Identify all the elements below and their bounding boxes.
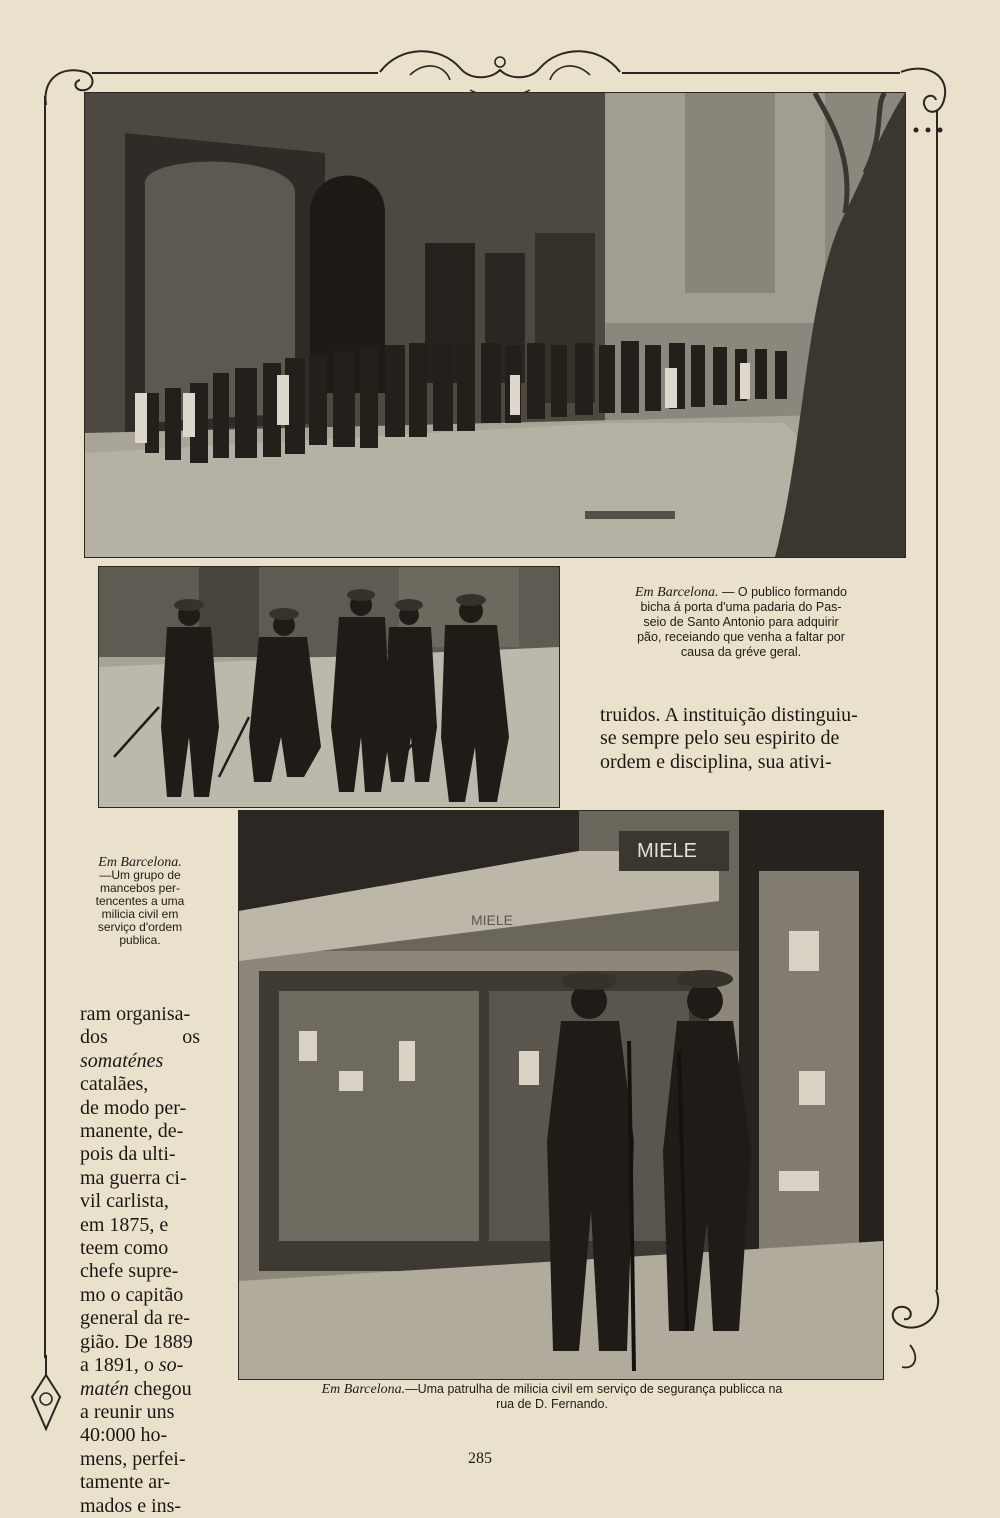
bottom-right-ornament bbox=[880, 1285, 950, 1375]
body-left-line-11: chefe supre- bbox=[80, 1260, 179, 1283]
caption-bakery-queue-line-5: causa da gréve geral. bbox=[680, 645, 802, 659]
photo-militia-group bbox=[98, 566, 560, 808]
body-right-line-3: ordem e disciplina, sua ativi- bbox=[600, 750, 832, 773]
body-left-line-14: gião. De 1889 bbox=[80, 1330, 193, 1353]
caption-militia-group-line-3: tencentes a uma bbox=[95, 894, 185, 908]
body-right-line-2: se sempre pelo seu espirito de bbox=[600, 727, 840, 750]
photo-militia-patrol bbox=[238, 810, 884, 1380]
caption-militia-group-line-4: milicia civil em bbox=[101, 907, 179, 921]
caption-militia-group-prefix: Em Barcelona. bbox=[98, 855, 182, 870]
caption-militia-patrol-prefix: Em Barcelona. bbox=[321, 1382, 406, 1397]
caption-militia-group-line-1: —Um grupo de bbox=[99, 868, 181, 882]
body-left-line-8: vil carlista, bbox=[80, 1190, 169, 1213]
body-left-line-9: em 1875, e bbox=[80, 1213, 169, 1236]
shop-sign-lower: MIELE bbox=[471, 912, 514, 928]
bottom-left-pendant-ornament bbox=[28, 1355, 64, 1435]
caption-bakery-queue bbox=[590, 585, 892, 660]
shop-sign-upper: MIELE bbox=[637, 840, 698, 862]
body-left-line-13: general da re- bbox=[80, 1307, 190, 1330]
body-left-line-5: manente, de- bbox=[80, 1120, 184, 1143]
body-left-line-3: catalães, bbox=[80, 1073, 149, 1096]
body-left-line-20: tamente ar- bbox=[80, 1471, 171, 1494]
body-left-line-4: de modo per- bbox=[80, 1096, 187, 1119]
caption-bakery-queue-prefix: Em Barcelona. bbox=[634, 585, 719, 600]
body-left-line-18: 40:000 ho- bbox=[80, 1424, 168, 1447]
body-left-line-6: pois da ulti- bbox=[80, 1143, 176, 1166]
body-left-line-16: matén chegou bbox=[80, 1377, 192, 1400]
caption-militia-patrol bbox=[232, 1382, 872, 1412]
body-left-line-17: a reunir uns bbox=[80, 1400, 175, 1423]
caption-bakery-queue-line-3: seio de Santo Antonio para adquirir bbox=[643, 615, 839, 629]
body-text-right-column bbox=[600, 704, 882, 774]
page-number: 285 bbox=[468, 1450, 492, 1467]
caption-bakery-queue-line-1: — O publico formando bbox=[721, 585, 847, 599]
body-left-line-12: mo o capitão bbox=[80, 1283, 184, 1306]
body-left-line-15: a 1891, o so- bbox=[80, 1354, 184, 1377]
body-left-line-19: mens, perfei- bbox=[80, 1447, 186, 1470]
frame-top-line-left bbox=[92, 72, 378, 74]
body-left-line-1: ram organisa- bbox=[80, 1003, 191, 1025]
caption-bakery-queue-line-4: pão, receiando que venha a faltar por bbox=[637, 630, 845, 644]
photo-bakery-queue bbox=[84, 92, 906, 558]
body-text-left-column bbox=[80, 1003, 200, 1518]
frame-top-line-right bbox=[622, 72, 900, 74]
caption-militia-group-line-2: mancebos per- bbox=[99, 881, 181, 895]
body-left-line-2: dos os somaténes bbox=[80, 1026, 200, 1072]
caption-militia-group-line-5: serviço d'ordem bbox=[97, 920, 183, 934]
caption-militia-group-line-6: publica. bbox=[119, 933, 161, 947]
body-left-line-10: teem como bbox=[80, 1237, 169, 1260]
frame-right-line bbox=[936, 110, 938, 1290]
top-center-ornament bbox=[370, 40, 630, 100]
caption-militia-group bbox=[75, 856, 205, 947]
body-right-line-1: truidos. A instituição distinguiu- bbox=[600, 704, 858, 726]
body-left-line-21: mados e ins- bbox=[80, 1494, 182, 1517]
body-left-line-7: ma guerra ci- bbox=[80, 1166, 187, 1189]
caption-militia-patrol-line-2: rua de D. Fernando. bbox=[496, 1397, 608, 1411]
caption-bakery-queue-line-2: bicha á porta d'uma padaria do Pas- bbox=[640, 600, 842, 614]
frame-left-line bbox=[44, 96, 46, 1358]
caption-militia-patrol-line-1: —Uma patrulha de milicia civil em serviço de segurança publicca na bbox=[405, 1382, 783, 1396]
